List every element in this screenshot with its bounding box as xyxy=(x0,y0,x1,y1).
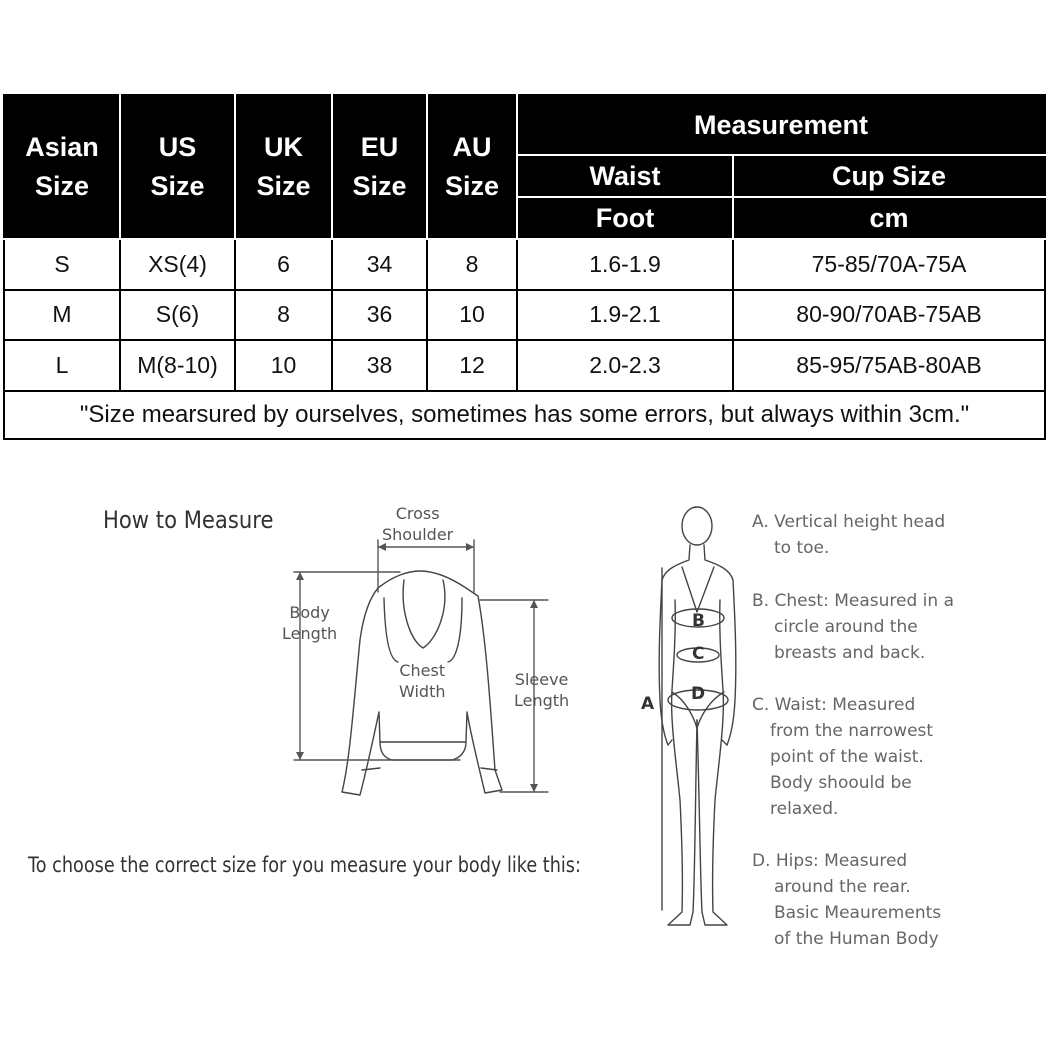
header-au-size: AU Size xyxy=(427,95,517,239)
header-eu-size: EU Size xyxy=(332,95,427,239)
legend-b: B. Chest: Measured in a circle around the breasts and back. xyxy=(752,591,954,663)
marker-a: A xyxy=(641,694,655,714)
legend-a: A. Vertical height head to toe. xyxy=(752,512,946,558)
cell-asian: M xyxy=(4,290,120,341)
cell-au: 12 xyxy=(427,340,517,391)
header-asian-size: Asian Size xyxy=(4,95,120,239)
cell-uk: 10 xyxy=(235,340,332,391)
size-note: "Size mearsured by ourselves, sometimes has some errors, but always within 3cm." xyxy=(4,391,1045,440)
header-cm: cm xyxy=(733,197,1045,239)
header-foot: Foot xyxy=(517,197,733,239)
body-figure-illustration xyxy=(659,507,736,925)
legend-c: C. Waist: Measured from the narrowest point of the waist. Body shoould be relaxed. xyxy=(752,695,934,819)
header-cup-size: Cup Size xyxy=(733,155,1045,197)
cell-asian: S xyxy=(4,239,120,290)
cell-uk: 8 xyxy=(235,290,332,341)
chest-width-label: Chest Width xyxy=(399,661,446,701)
cell-cup-cm: 75-85/70A-75A xyxy=(733,239,1045,290)
marker-d: D xyxy=(691,684,706,704)
cell-waist-foot: 1.6-1.9 xyxy=(517,239,733,290)
header-measurement: Measurement xyxy=(517,95,1045,155)
cell-cup-cm: 80-90/70AB-75AB xyxy=(733,290,1045,341)
sleeve-length-label: Sleeve Length xyxy=(514,670,570,710)
marker-c: C xyxy=(692,644,705,664)
cell-us: S(6) xyxy=(120,290,235,341)
cell-eu: 38 xyxy=(332,340,427,391)
cell-waist-foot: 2.0-2.3 xyxy=(517,340,733,391)
cell-cup-cm: 85-95/75AB-80AB xyxy=(733,340,1045,391)
cell-uk: 6 xyxy=(235,239,332,290)
header-uk-size: UK Size xyxy=(235,95,332,239)
legend-d: D. Hips: Measured around the rear. Basic Meaurements of the Human Body xyxy=(752,851,942,949)
body-length-label: Body Length xyxy=(282,603,338,643)
header-waist: Waist xyxy=(517,155,733,197)
cell-waist-foot: 1.9-2.1 xyxy=(517,290,733,341)
how-to-measure-title: How to Measure xyxy=(103,506,274,534)
cell-asian: L xyxy=(4,340,120,391)
cell-au: 8 xyxy=(427,239,517,290)
cell-us: XS(4) xyxy=(120,239,235,290)
cross-shoulder-label: Cross Shoulder xyxy=(382,504,454,544)
cell-eu: 34 xyxy=(332,239,427,290)
cell-eu: 36 xyxy=(332,290,427,341)
cell-au: 10 xyxy=(427,290,517,341)
cell-us: M(8-10) xyxy=(120,340,235,391)
marker-b: B xyxy=(692,611,705,631)
header-us-size: US Size xyxy=(120,95,235,239)
instruction-text: To choose the correct size for you measure your body like this: xyxy=(28,853,581,877)
